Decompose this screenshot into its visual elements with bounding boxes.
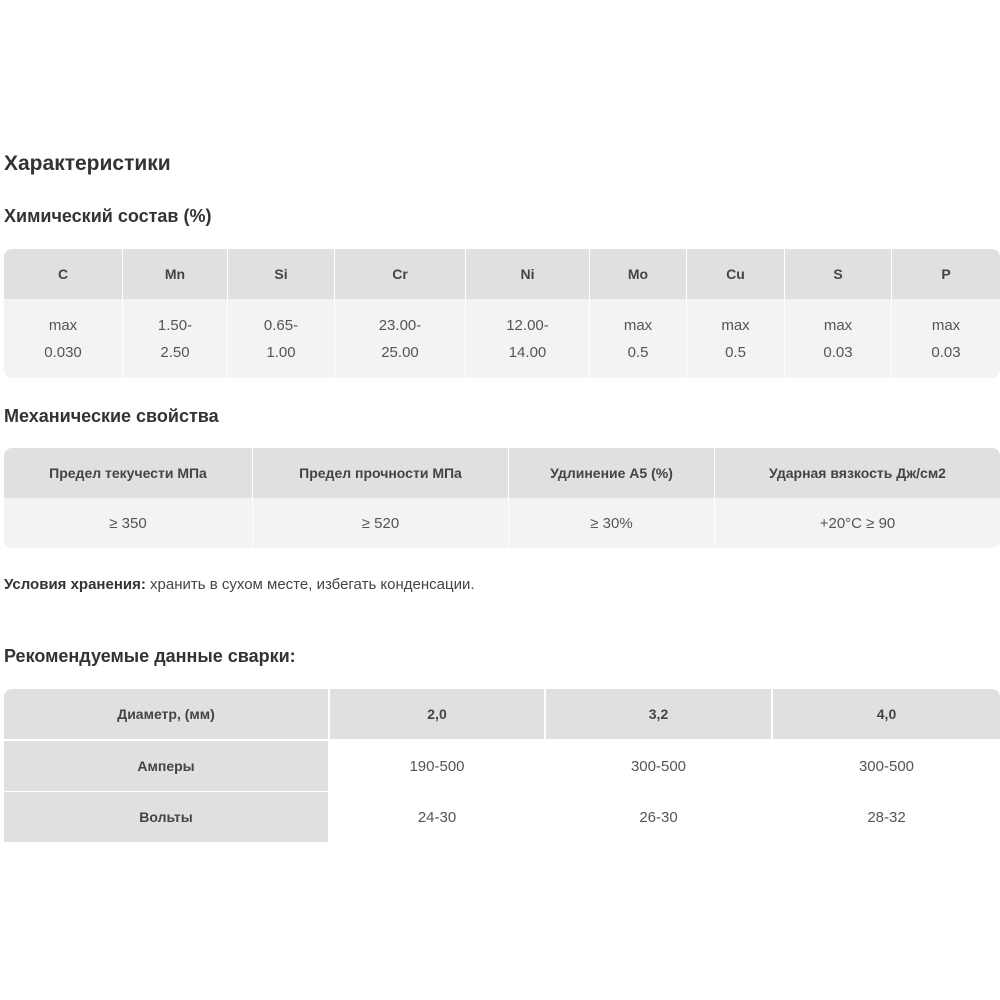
element-value: 1.50- 2.50 [123,299,228,378]
mechanical-heading: Механические свойства [4,406,219,426]
amps-value: 300-500 [630,757,687,775]
storage-label: Условия хранения: [4,576,146,593]
element-header: Cr [335,249,466,299]
element-value: 23.00- 25.00 [335,299,466,378]
property-header: Предел текучести МПа [4,448,253,498]
page-title: Характеристики [4,152,171,175]
element-value: 0.65- 1.00 [228,299,335,378]
property-value: ≥ 30% [509,498,715,548]
property-header: Предел прочности МПа [253,448,509,498]
element-header: Ni [466,249,590,299]
chemical-table [4,249,1000,378]
element-header: S [785,249,892,299]
element-header: Cu [687,249,785,299]
storage-text: хранить в сухом месте, избегать конденсации. [145,576,475,593]
chemical-value-row [4,299,1000,378]
property-value: +20°C ≥ 90 [715,498,1000,548]
volts-label: Вольты [4,792,328,842]
volts-row [4,792,1000,842]
diameter-value: 2,0 [330,689,544,739]
element-header: Mn [123,249,228,299]
amps-row [4,741,1000,791]
chemical-header-row [4,249,1000,299]
volts-value: 24-30 [417,808,457,826]
element-value: max 0.5 [687,299,785,378]
property-value: ≥ 350 [4,498,253,548]
element-header: C [4,249,123,299]
property-header: Ударная вязкость Дж/см2 [715,448,1000,498]
element-value: 12.00- 14.00 [466,299,590,378]
amps-label: Амперы [4,741,328,791]
element-value: max 0.030 [4,299,123,378]
volts-value: 26-30 [639,808,678,826]
diameter-value: 4,0 [773,689,1000,739]
mechanical-value-row [4,498,1000,548]
element-value: max 0.03 [785,299,892,378]
amps-value: 190-500 [409,757,465,775]
mechanical-table [4,448,1000,548]
element-value: max 0.03 [892,299,1000,378]
element-header: P [892,249,1000,299]
diameter-label: Диаметр, (мм) [4,689,328,739]
element-header: Si [228,249,335,299]
amps-value: 300-500 [858,757,915,775]
element-value: max 0.5 [590,299,687,378]
property-value: ≥ 520 [253,498,509,548]
chemical-heading: Химический состав (%) [4,206,212,226]
mechanical-header-row [4,448,1000,498]
welding-heading: Рекомендуемые данные сварки: [4,646,296,666]
welding-table [4,689,1000,842]
storage-conditions [4,576,475,593]
volts-value: 28-32 [867,808,906,826]
diameter-row [4,689,1000,739]
element-header: Mo [590,249,687,299]
property-header: Удлинение А5 (%) [509,448,715,498]
diameter-value: 3,2 [546,689,771,739]
